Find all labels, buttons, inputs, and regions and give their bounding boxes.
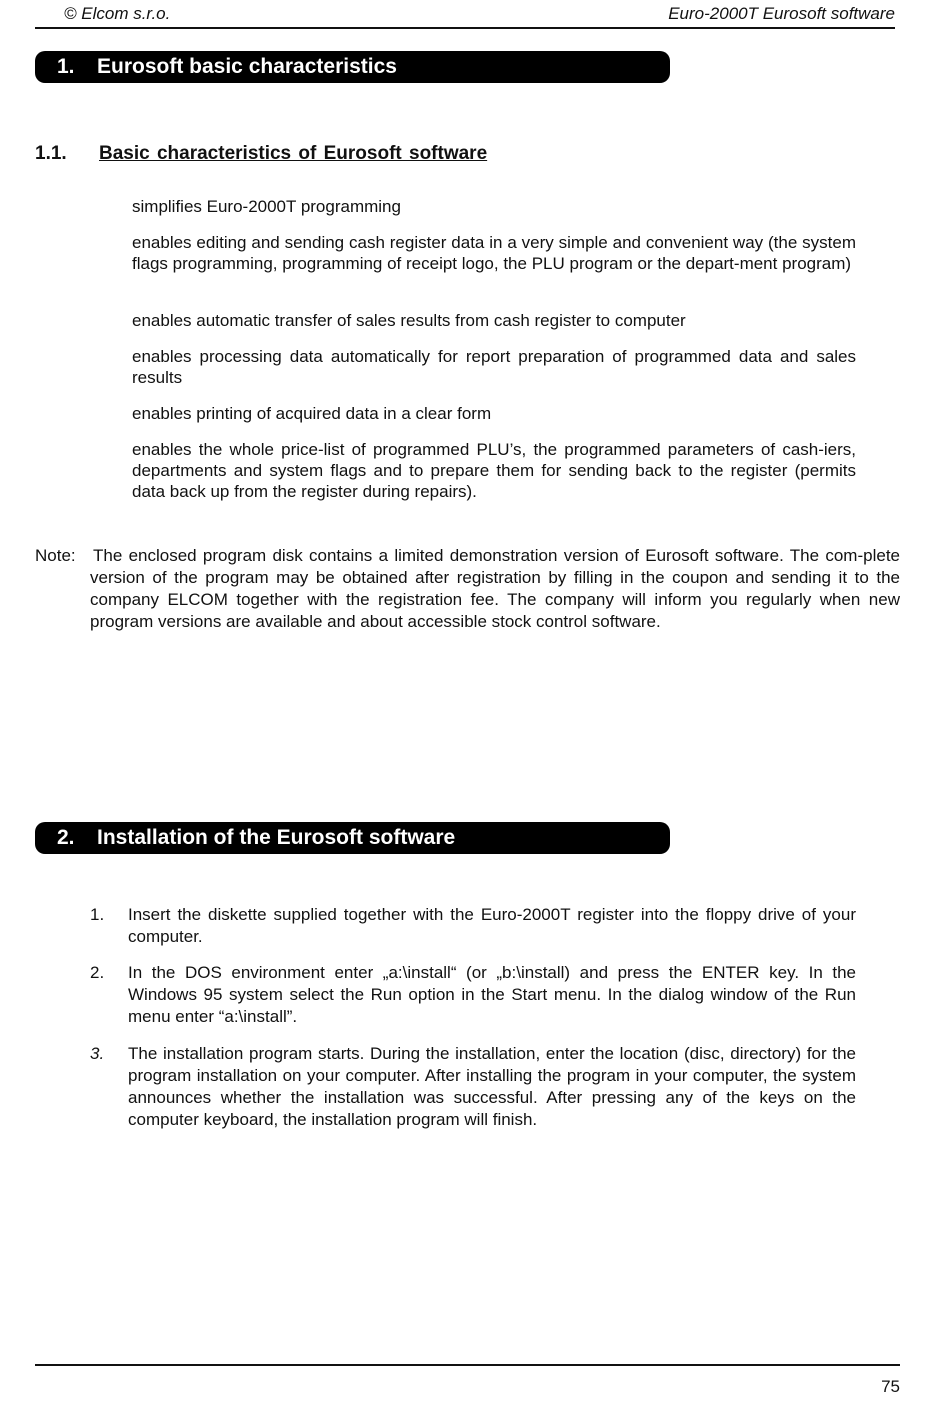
footer-divider xyxy=(35,1364,900,1366)
section-title: Installation of the Eurosoft software xyxy=(97,826,456,849)
note-block xyxy=(35,545,900,633)
subsection-heading xyxy=(35,143,487,165)
header-product-title: Euro-2000T Eurosoft software xyxy=(668,4,895,23)
section-title: Eurosoft basic characteristics xyxy=(97,55,397,78)
step-item xyxy=(90,1043,856,1131)
step-text: In the DOS environment enter „a:\install“ (or „b:\install) and press the ENTER key. In the Windows 95 system select the Run option in the Start menu. In the dialog window of the Run menu enter “a:\install”. xyxy=(128,963,856,1026)
feature-item: enables the whole price-list of programmed PLU’s, the programmed parameters of cash-iers, departments and system flags and to prepare them for sending back to the register (permits data back up from the register during repairs). xyxy=(132,440,856,501)
feature-item: enables editing and sending cash register data in a very simple and convenient way (the system flags programming, programming of receipt logo, the PLU program or the depart-ment program) xyxy=(132,233,856,273)
section-number: 1. xyxy=(57,55,75,78)
step-number: 3. xyxy=(90,1044,105,1063)
feature-item: simplifies Euro-2000T programming xyxy=(132,197,401,216)
header-divider xyxy=(35,27,895,29)
step-item xyxy=(90,904,856,948)
step-text: The installation program starts. During the installation, enter the location (disc, directory) for the program installation on your computer. After installing the program in your computer, the system announces whether the installation was successful. After pressing any of the keys on the computer keyboard, the installation program will finish. xyxy=(128,1044,856,1129)
feature-item: enables printing of acquired data in a clear form xyxy=(132,404,492,423)
note-text: The enclosed program disk contains a limited demonstration version of Eurosoft software. The com-plete version of the program may be obtained after registration by filling in the coupon and sending it to the company ELCOM together with the registration fee. The company will inform you regularly when new program versions are available and about accessible stock control software. xyxy=(90,546,900,631)
section-number: 2. xyxy=(57,826,75,849)
subsection-number: 1.1. xyxy=(35,143,67,164)
step-item xyxy=(90,962,856,1028)
note-label: Note: xyxy=(35,546,76,565)
step-number: 1. xyxy=(90,905,105,924)
subsection-title: Basic characteristics of Eurosoft software xyxy=(99,143,488,164)
section-heading-2 xyxy=(35,822,670,854)
step-number: 2. xyxy=(90,963,105,982)
section-heading-1 xyxy=(35,51,670,83)
feature-item: enables processing data automatically for report preparation of programmed data and sales results xyxy=(132,347,856,387)
page-number: 75 xyxy=(881,1377,900,1396)
step-text: Insert the diskette supplied together with the Euro-2000T register into the floppy drive of your computer. xyxy=(128,905,856,946)
feature-item: enables automatic transfer of sales results from cash register to computer xyxy=(132,311,686,330)
header-copyright: © Elcom s.r.o. xyxy=(64,4,171,23)
